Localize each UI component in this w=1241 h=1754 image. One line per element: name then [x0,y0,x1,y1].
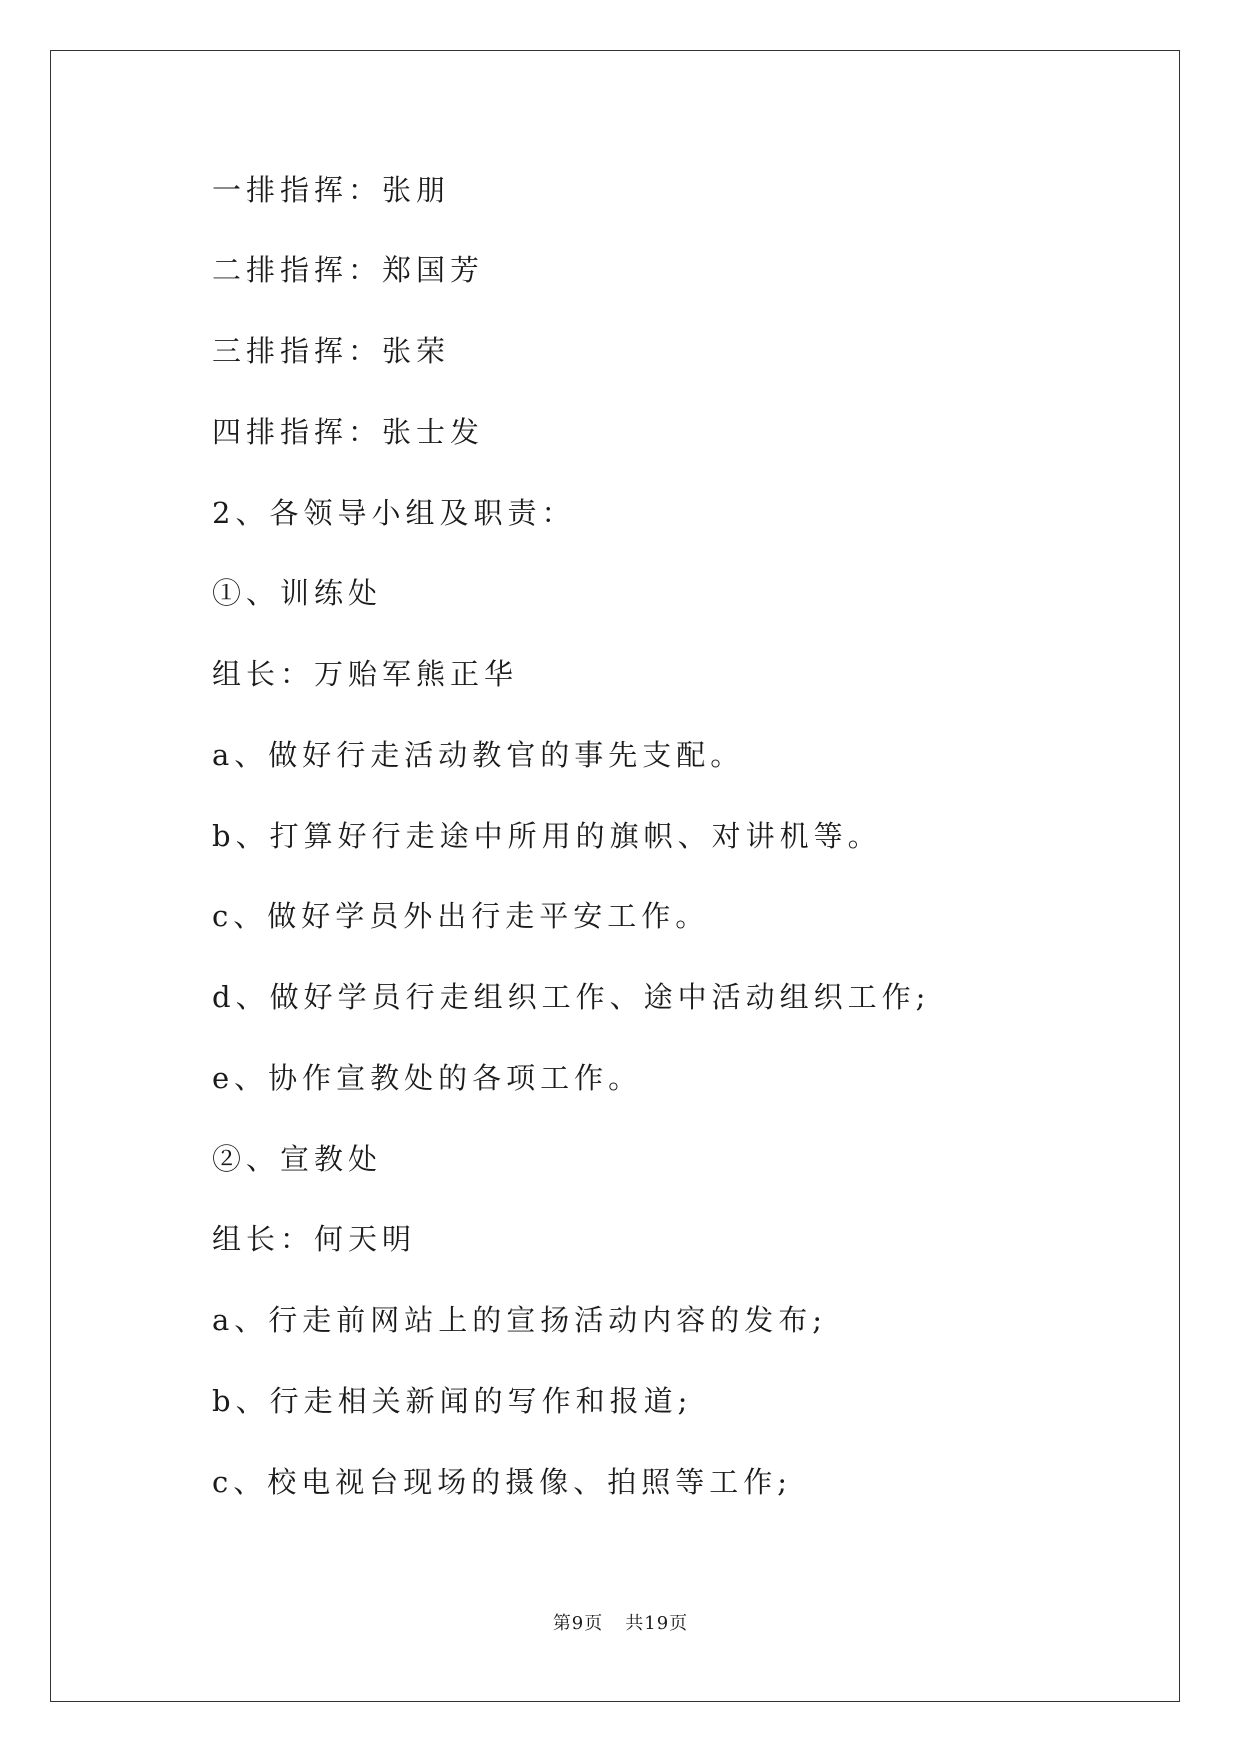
text-line: ②、宣教处 [212,1142,383,1176]
text-line: b、打算好行走途中所用的旗帜、对讲机等。 [212,819,882,853]
text-line: 组长：何天明 [212,1222,417,1256]
text-line: 2、各领导小组及职责： [212,496,576,530]
text-line: 一排指挥：张朋 [212,173,451,207]
text-line: a、行走前网站上的宣扬活动内容的发布; [212,1303,828,1337]
total-page-count: 共19页 [625,1613,689,1634]
current-page-number: 第9页 [552,1613,604,1634]
text-line: e、协作宣教处的各项工作。 [212,1061,643,1095]
text-line: 四排指挥：张士发 [212,415,485,449]
text-line: d、做好学员行走组织工作、途中活动组织工作; [212,980,931,1014]
page-footer [0,1612,1241,1636]
text-line: b、行走相关新闻的写作和报道; [212,1384,693,1418]
text-line: 二排指挥：郑国芳 [212,253,485,287]
text-line: 三排指挥：张荣 [212,334,451,368]
text-line: 组长：万贻军熊正华 [212,657,519,691]
page-border [50,50,1180,1702]
text-line: a、做好行走活动教官的事先支配。 [212,738,745,772]
text-line: c、校电视台现场的摄像、拍照等工作; [212,1465,793,1499]
text-line: ①、训练处 [212,576,383,610]
text-line: c、做好学员外出行走平安工作。 [212,899,710,933]
